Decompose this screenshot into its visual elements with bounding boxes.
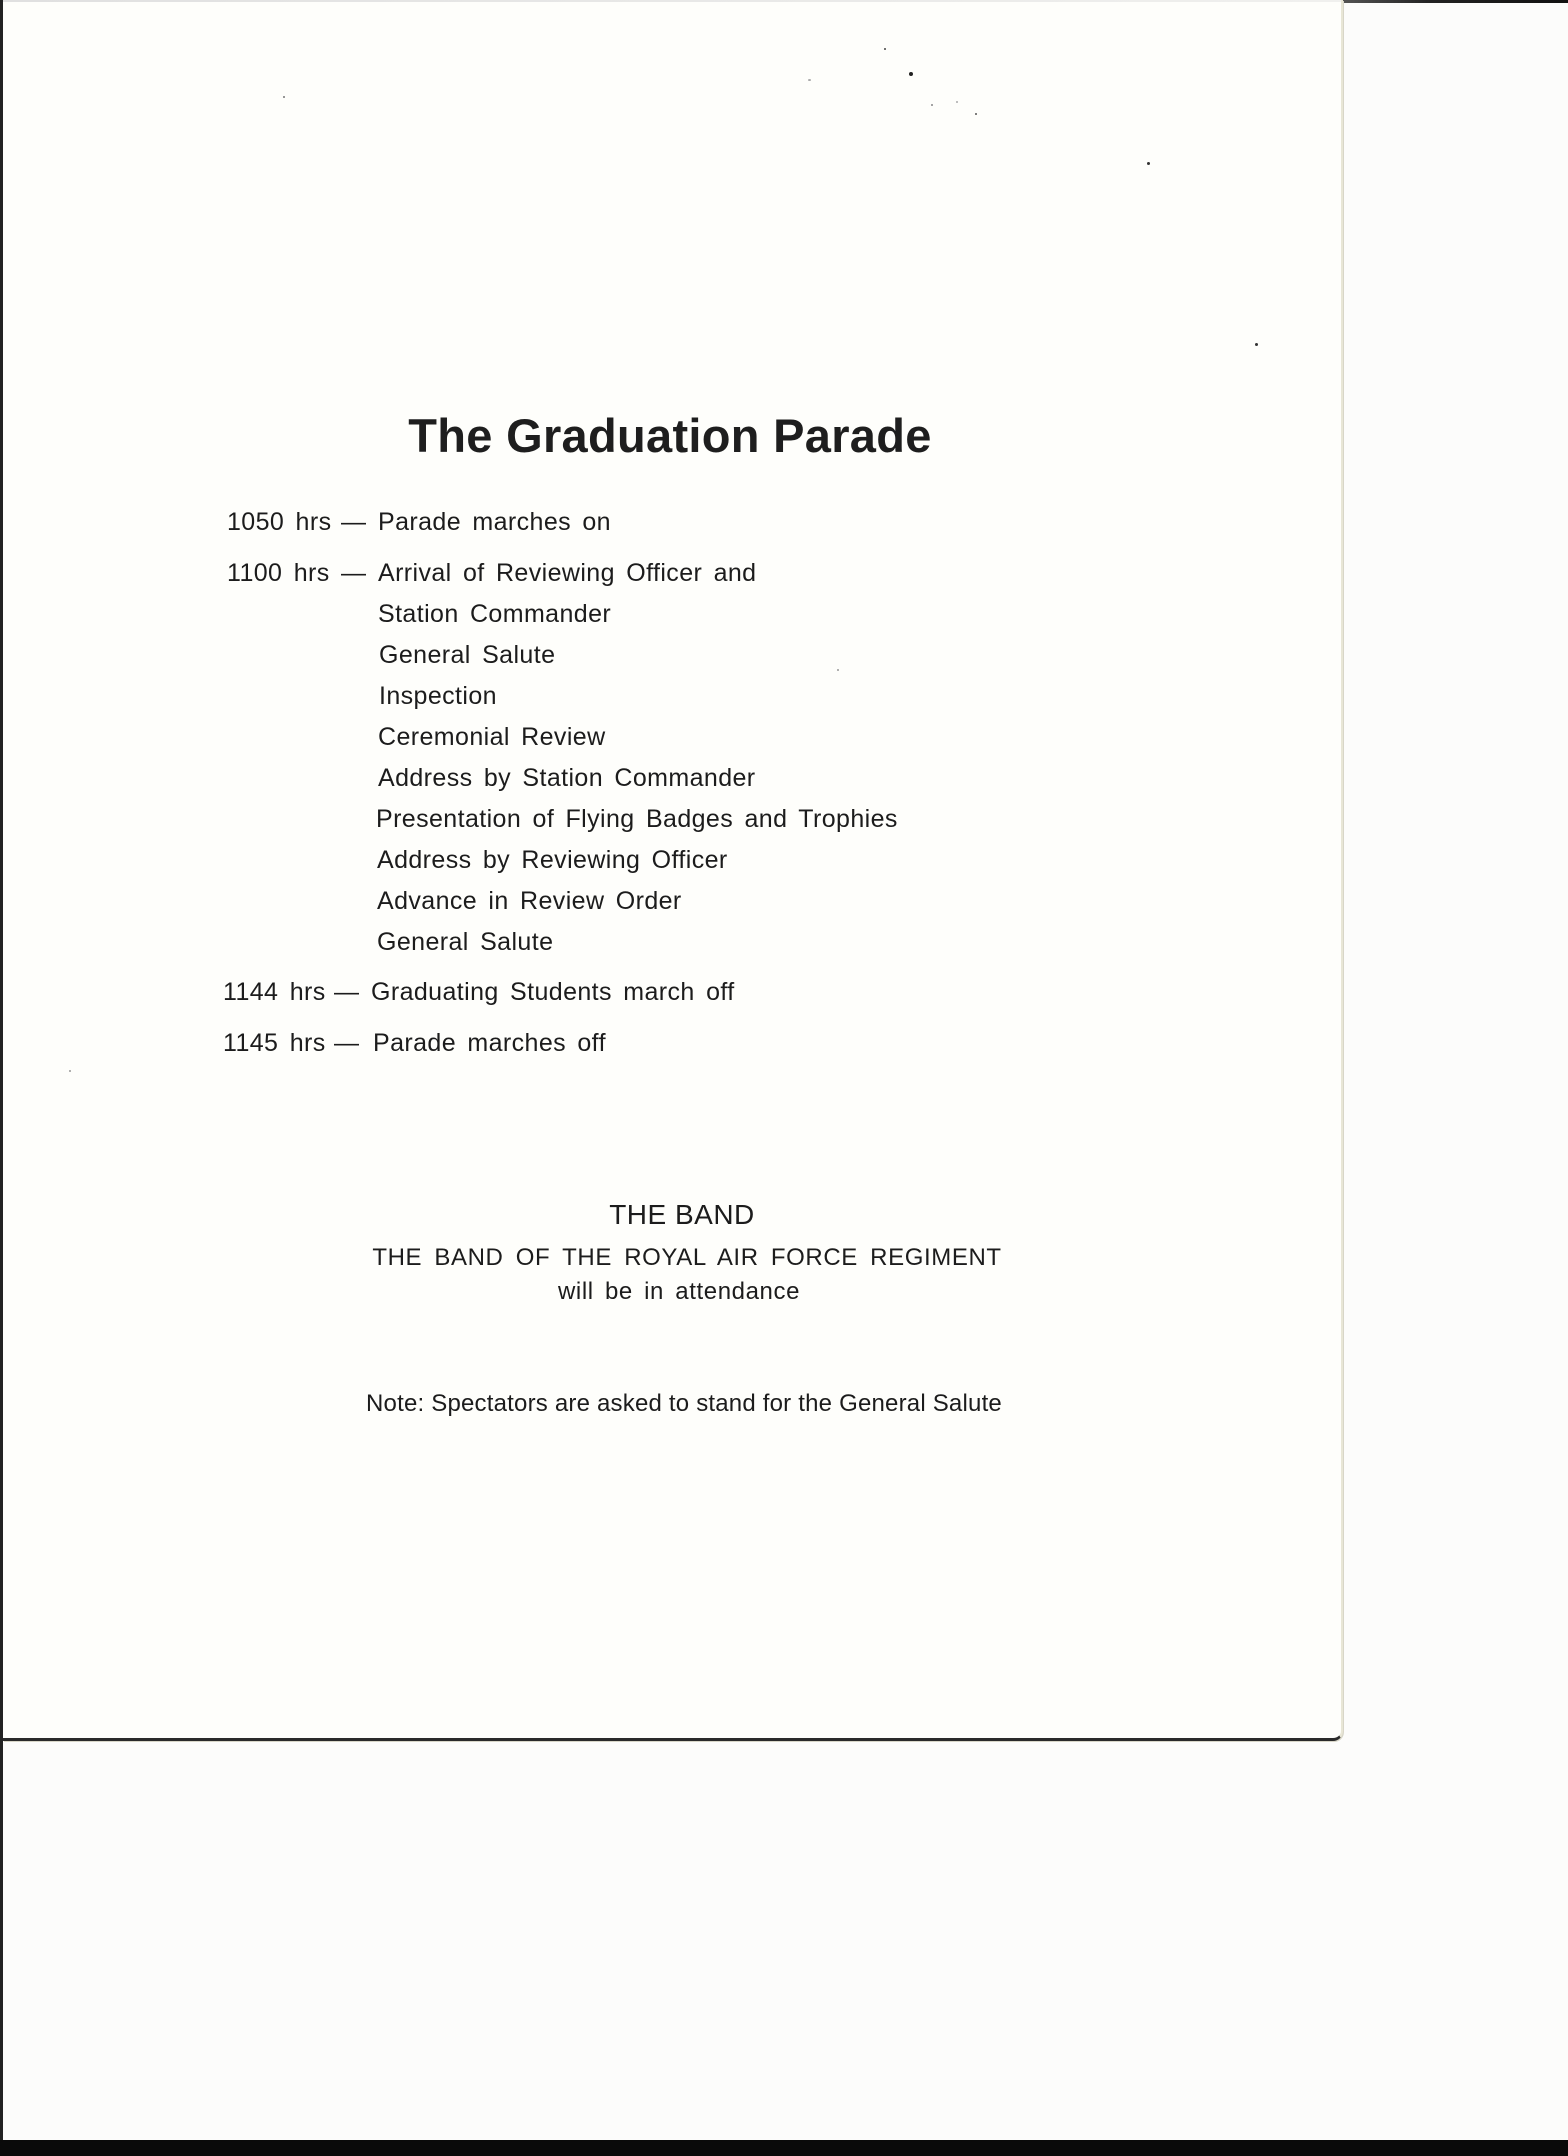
schedule-time: 1050 hrs (227, 508, 332, 536)
schedule-dash: — (334, 978, 360, 1006)
band-name-text: THE BAND OF THE ROYAL AIR FORCE REGIMENT (372, 1244, 1002, 1271)
schedule-event: General Salute (377, 928, 554, 956)
page-top-edge (3, 0, 1341, 2)
schedule-time: 1100 hrs (227, 559, 330, 587)
schedule-time: 1144 hrs (223, 978, 326, 1006)
schedule-dash: — (341, 508, 367, 536)
scan-speck (909, 72, 913, 76)
spectator-note (3, 1390, 1341, 1418)
band-attendance (3, 1278, 1341, 1306)
band-heading (3, 1199, 1341, 1231)
scan-speck (975, 113, 977, 115)
schedule-event: Parade marches on (378, 508, 611, 536)
schedule-event: Advance in Review Order (377, 887, 682, 915)
scan-speck (1255, 343, 1258, 346)
scan-speck (931, 104, 933, 106)
band-heading-text: THE BAND (609, 1199, 755, 1230)
page-title-text: The Graduation Parade (408, 409, 932, 462)
schedule-time: 1145 hrs (223, 1029, 326, 1057)
scan-speck (837, 669, 839, 671)
band-attendance-text: will be in attendance (557, 1278, 801, 1305)
spectator-note-text: Note: Spectators are asked to stand for the General Salute (366, 1390, 1002, 1417)
scan-speck (283, 96, 285, 98)
page-title (3, 408, 1341, 463)
schedule-event: Parade marches off (373, 1029, 606, 1057)
scan-speck (956, 101, 958, 103)
document-page (3, 0, 1343, 1741)
schedule-dash: — (334, 1029, 360, 1057)
schedule-event: Address by Station Commander (378, 764, 756, 792)
scan-speck (1147, 162, 1150, 165)
schedule-event: General Salute (379, 641, 556, 669)
schedule-event: Presentation of Flying Badges and Trophies (376, 805, 898, 833)
schedule-event: Inspection (379, 682, 497, 710)
schedule-event: Ceremonial Review (378, 723, 606, 751)
scan-speck (808, 79, 811, 81)
schedule-dash: — (341, 559, 367, 587)
band-name (3, 1244, 1341, 1272)
scan-speck (884, 48, 886, 50)
schedule-event: Station Commander (378, 600, 612, 628)
schedule-event: Graduating Students march off (371, 978, 735, 1006)
schedule-event: Arrival of Reviewing Officer and (378, 559, 757, 587)
schedule-event: Address by Reviewing Officer (377, 846, 728, 874)
scan-top-edge (1340, 0, 1568, 3)
scan-speck (69, 1070, 71, 1072)
scan-bottom-edge (0, 2140, 1568, 2156)
